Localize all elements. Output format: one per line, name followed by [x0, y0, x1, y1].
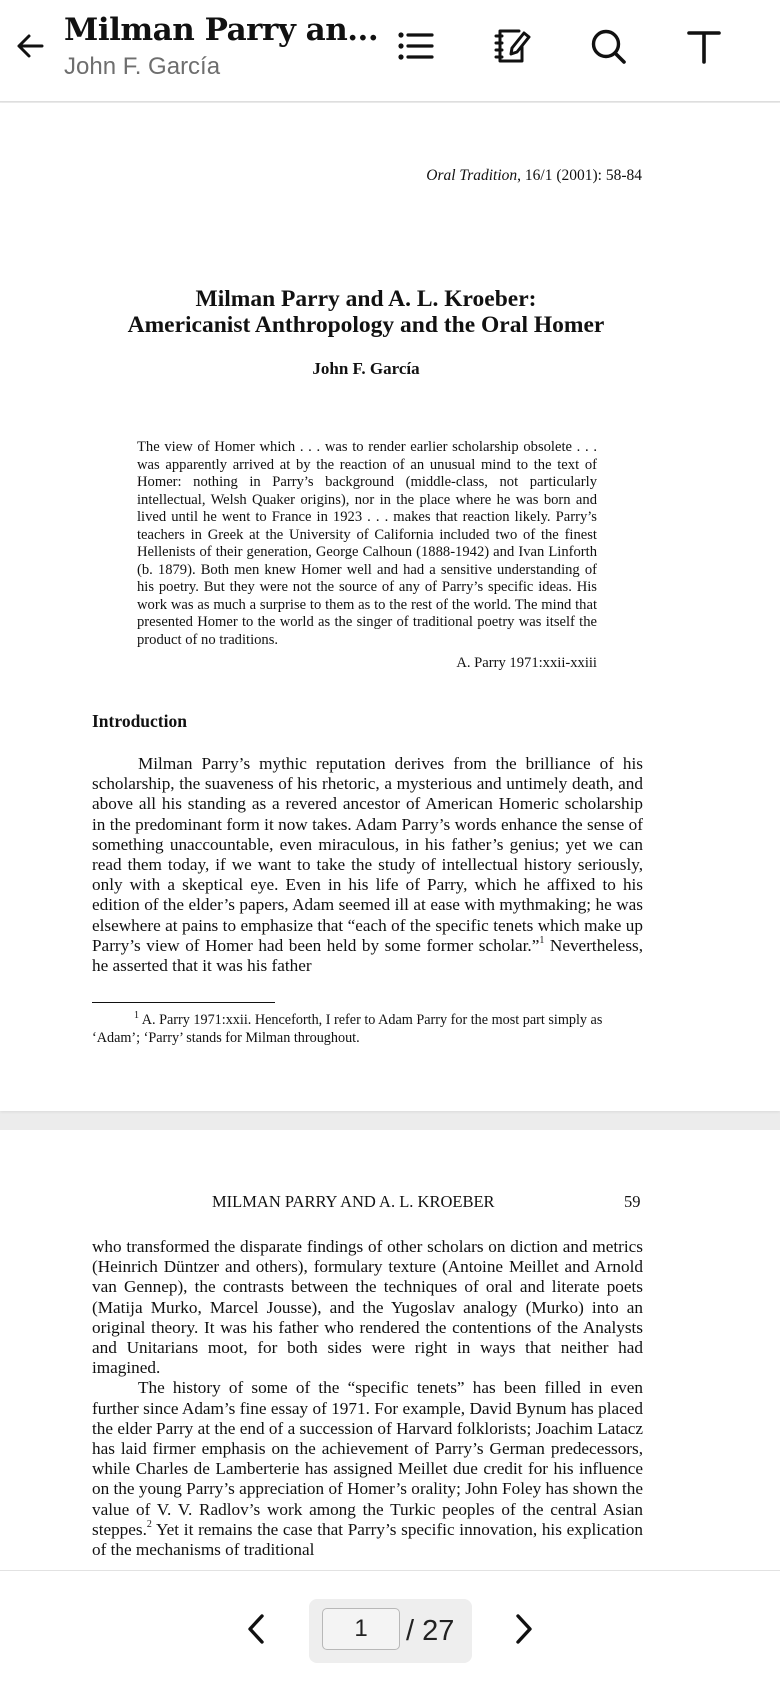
journal-reference — [426, 167, 642, 185]
paragraph-continuation: Yet it remains the case that Parry’s specific innovation, his explication of the mechanisms of traditional — [92, 1519, 643, 1560]
page-number: 59 — [624, 1192, 641, 1211]
paragraph-continuation: Nevertheless, he asserted that it was his father — [92, 935, 643, 976]
paragraph — [92, 1378, 643, 1560]
footnote-ref[interactable]: 1 — [539, 934, 545, 946]
journal-details: , 16/1 (2001): 58-84 — [517, 167, 642, 184]
text-icon — [684, 26, 724, 66]
body-text — [92, 1237, 643, 1560]
bottom-pager-bar — [0, 1570, 780, 1688]
body-text — [92, 754, 643, 976]
paragraph — [92, 754, 643, 976]
chevron-right-icon — [513, 1612, 535, 1646]
previous-page-button[interactable] — [236, 1603, 276, 1655]
list-icon — [396, 26, 436, 66]
top-toolbar — [0, 0, 780, 102]
back-arrow-icon — [14, 30, 46, 62]
paragraph-text: The history of some of the “specific tenets” has been filled in even further since Adam’s fine essay of 1971. For example, David Bynum has placed the elder Parry at the end of a succession of Harvard folklorists; Joachim Latacz has laid firmer emphasis on the achievement of Parry’s German predecessors, while Charles de Lamberterie has assigned Meillet due credit for his influence on the young Parry’s appreciation of Homer’s orality; John Foley has shown the value of V. V. Radlov’s work among the Turkic peoples of the central Asian steppes. — [92, 1378, 643, 1539]
epigraph: The view of Homer which . . . was to render earlier scholarship obsolete . . . was apparently arrived at by the reaction of an unusual mind to the text of Homer: nothing in Parry’s background (middle-class, not particularly intellectual, Welsh Quaker origins), nor in the place where he was born and lived until he went to France in 1923 . . . makes that reaction likely. Parry’s teachers in Greek at the University of California included two of the finest Hellenists of their generation, George Calhoun (1888-1942) and Ivan Linforth (b. 1879). Both men knew Homer well and had a sensitive understanding of his poetry. But they were not the source of any of Parry’s specific ideas. His work was as much a surprise to them as to the rest of the world. The mind that presented Homer to the world as the singer of traditional poetry was itself the product of no traditions. — [137, 439, 597, 648]
paragraph: who transformed the disparate findings of other scholars on diction and metrics (Heinrich Düntzer and others), formulary texture (Antoine Meillet and Arnold van Gennep), the contrasts between the techniques of oral and literate poets (Matija Murko, Marcel Jousse), and the Yugoslav analogy (Murko) into an original theory. It was his father who rendered the contentions of the Analysts and Unitarians moot, for both sides were right in ways that neither had imagined. — [92, 1237, 643, 1378]
notes-edit-icon — [491, 25, 533, 67]
article-title-line-2: Americanist Anthropology and the Oral Homer — [127, 312, 605, 338]
pdf-page-2 — [0, 1130, 780, 1570]
page-total-label: / 27 — [406, 1615, 455, 1647]
article-title — [0, 286, 732, 338]
search-button[interactable] — [582, 20, 634, 72]
next-page-button[interactable] — [504, 1603, 544, 1655]
epigraph-citation: A. Parry 1971:xxii-xxiii — [456, 655, 597, 671]
footnote — [92, 1011, 643, 1047]
document-author: John F. García — [64, 53, 221, 80]
running-head: MILMAN PARRY AND A. L. KROEBER — [212, 1192, 495, 1211]
search-icon — [588, 26, 628, 66]
article-author: John F. García — [312, 359, 420, 378]
text-settings-button[interactable] — [678, 20, 730, 72]
pdf-page-1 — [0, 103, 780, 1111]
notes-button[interactable] — [486, 20, 538, 72]
document-titles — [64, 10, 379, 82]
journal-name: Oral Tradition — [426, 167, 518, 184]
footnote-number: 1 — [134, 1010, 139, 1021]
footnote-ref[interactable]: 2 — [146, 1518, 152, 1530]
document-title: Milman Parry an... — [64, 12, 379, 48]
back-button[interactable] — [8, 24, 52, 68]
section-heading: Introduction — [92, 711, 187, 731]
article-title-line-1: Milman Parry and A. L. Kroeber: — [195, 286, 537, 312]
paragraph-text: Milman Parry’s mythic reputation derives from the brilliance of his scholarship, the suaveness of his rhetoric, a mysterious and untimely death, and above all his standing as a revered ancestor of American Homeric scholarship in the predominant form it now takes. Adam Parry’s words enhance the sense of something unaccountable, even miraculous, in his father’s genius; yet we can read them today, if we want to take the study of intellectual history seriously, only with a skeptical eye. Even in his life of Parry, which he affixed to his edition of the elder’s papers, Adam seemed ill at ease with mythmaking; he was elsewhere at pains to emphasize that “each of the specific tenets which make up Parry’s view of Homer had been held by some former scholar.” — [92, 754, 643, 955]
chevron-left-icon — [245, 1612, 267, 1646]
table-of-contents-button[interactable] — [390, 20, 442, 72]
page-number-input[interactable] — [322, 1608, 400, 1650]
footnote-text: A. Parry 1971:xxii. Henceforth, I refer to Adam Parry for the most part simply as ‘Adam’; ‘Parry’ stands for Milman throughout. — [92, 1012, 603, 1046]
footnote-divider — [92, 1002, 275, 1003]
page-indicator — [309, 1599, 472, 1663]
